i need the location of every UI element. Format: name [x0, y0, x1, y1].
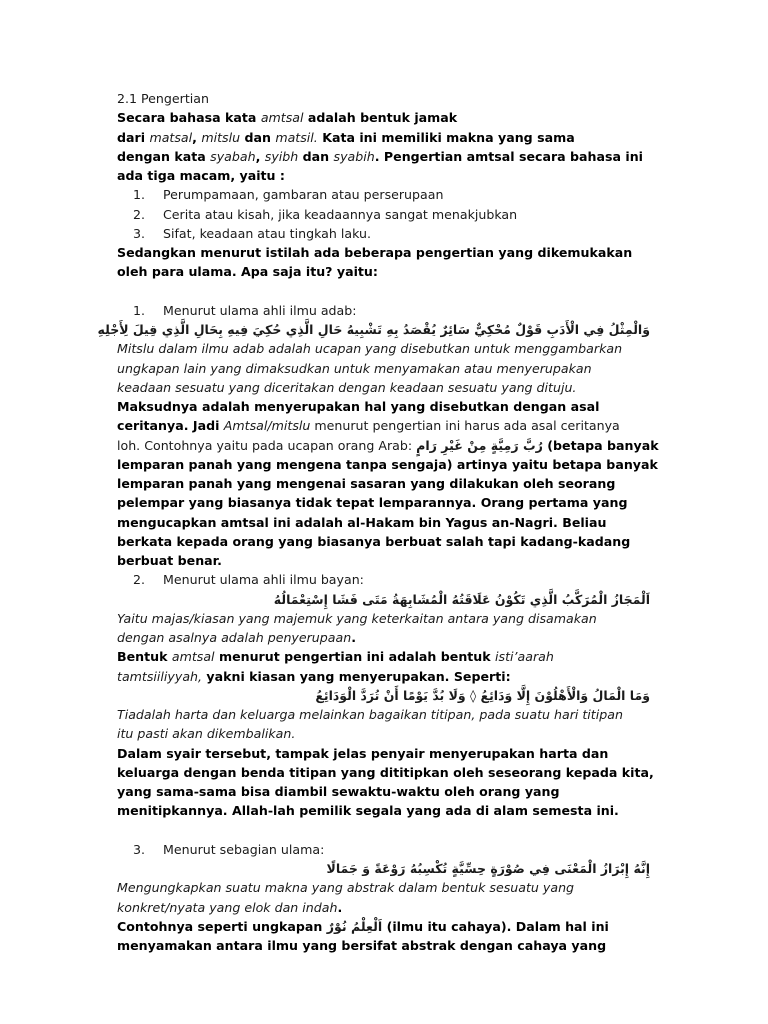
- bold-text: ada tiga macam, yaitu :: [117, 168, 285, 183]
- bold-text: Sedangkan menurut istilah ada beberapa pengertian yang dikemukakan: [117, 245, 633, 260]
- text: Sifat, keadaan atau tingkah laku.: [163, 225, 371, 241]
- list-number: 2.: [133, 206, 146, 222]
- italic-text: Mengungkapkan suatu makna yang abstrak dalam bentuk sesuatu yang: [117, 880, 575, 896]
- list-item: [117, 185, 650, 204]
- bold-text: yang sama-sama bisa diambil sewaktu-waktu oleh orang yang: [117, 784, 560, 799]
- text: إِنَّهُ إِبْرَازُ الْمَعْنَى فِي صُوْرَةٍ حِسِّيَّةٍ تُكْسِبُهُ رَوْعَةً وَ جَمَالًا: [326, 861, 650, 876]
- text-line: [117, 166, 650, 185]
- italic-text: matsal: [149, 129, 193, 145]
- text: 2.1 Pengertian: [117, 91, 209, 106]
- text: loh. Contohnya yaitu pada ucapan orang Arab:: [117, 437, 417, 453]
- list-item: [117, 840, 650, 859]
- text-line: [117, 513, 650, 532]
- italic-text: dengan asalnya adalah penyerupaan: [117, 630, 352, 645]
- bold-text: Contohnya seperti ungkapan: [117, 918, 327, 934]
- italic-text: amtsal: [171, 649, 215, 665]
- bold-text: Bentuk: [117, 649, 172, 665]
- italic-text: konkret/nyata yang elok dan indah: [117, 899, 338, 915]
- text-line: [117, 397, 650, 416]
- text-line: [117, 705, 650, 724]
- bold-text: oleh para ulama. Apa saja itu? yaitu:: [117, 264, 378, 280]
- text-line: [117, 436, 659, 455]
- bold-text: ,: [192, 129, 202, 145]
- text-line: [117, 128, 650, 147]
- bold-text: (betapa banyak: [542, 437, 659, 453]
- text-line: [117, 339, 650, 358]
- text-line: [117, 455, 658, 474]
- bold-text: mengucapkan amtsal ini adalah al-Hakam bin Yagus an-Nagri. Beliau: [117, 514, 607, 530]
- italic-text: Tiadalah harta dan keluarga melainkan bagaikan titipan, pada suatu hari titipan: [117, 707, 623, 722]
- text-line: [117, 108, 650, 127]
- text-line: [117, 416, 650, 435]
- blank-line: [117, 821, 650, 840]
- arabic-text: رُبَّ رَمِيَّةٍ مِنْ غَيْرِ رَامٍ: [416, 437, 543, 453]
- text: Perumpamaan, gambaran atau perserupaan: [163, 187, 444, 203]
- blank-line: [117, 282, 650, 301]
- bold-text: dan: [240, 129, 276, 145]
- list-item: [117, 205, 650, 224]
- text-line: [117, 898, 650, 917]
- italic-text: Mitslu dalam ilmu adab adalah ucapan yang disebutkan untuk menggambarkan: [117, 341, 623, 357]
- text-line: [117, 936, 650, 955]
- bold-text: dengan kata: [117, 148, 211, 164]
- text-line: [117, 609, 650, 628]
- text-line: [117, 878, 650, 897]
- text-line: [117, 532, 650, 551]
- text-line: [117, 243, 650, 262]
- italic-text: Yaitu majas/kiasan yang majemuk yang keterkaitan antara yang disamakan: [117, 610, 597, 626]
- text: Menurut ulama ahli ilmu bayan:: [163, 572, 364, 588]
- italic-text: amtsal: [260, 110, 304, 126]
- italic-text: syibh: [264, 148, 299, 164]
- bold-text: lemparan panah yang mengena tanpa sengaja) artinya yaitu betapa banyak: [117, 456, 658, 472]
- text-line: [117, 474, 650, 493]
- text: menurut pengertian ini harus ada asal ceritanya: [310, 418, 620, 434]
- text-line: [117, 551, 650, 570]
- arabic-quote-line: [97, 320, 650, 339]
- text-line: [117, 147, 650, 166]
- bold-text: menitipkannya. Allah-lah pemilik segala yang ada di alam semesta ini.: [117, 803, 619, 819]
- text-line: [117, 378, 650, 397]
- list-number: 3.: [133, 225, 146, 241]
- text-line: [117, 262, 650, 281]
- text: Menurut ulama ahli ilmu adab:: [163, 302, 357, 318]
- italic-text: ungkapan lain yang dimaksudkan untuk menyamakan atau menyerupakan: [117, 360, 592, 376]
- arabic-quote-line: [117, 859, 650, 878]
- text-line: [117, 782, 650, 801]
- bold-text: yakni kiasan yang menyerupakan. Seperti:: [202, 668, 511, 684]
- text-line: [117, 628, 650, 647]
- bold-text: dan: [298, 148, 334, 164]
- italic-text: tamtsiiliyyah,: [117, 668, 203, 684]
- text-line: [117, 493, 650, 512]
- bold-text: berbuat benar.: [117, 553, 222, 568]
- list-item: [117, 570, 650, 589]
- list-number: 1.: [133, 187, 146, 203]
- italic-text: itu pasti akan dikembalikan.: [117, 726, 296, 742]
- list-item: [117, 301, 650, 320]
- italic-text: matsil.: [275, 129, 318, 145]
- text-line: [117, 801, 650, 820]
- text-line: [117, 89, 650, 108]
- text-line: [117, 917, 650, 936]
- italic-text: syabih: [333, 148, 375, 164]
- list-number: 2.: [133, 572, 146, 588]
- bold-text: keluarga dengan benda titipan yang dititipkan oleh seseorang kepada kita,: [117, 764, 654, 780]
- text: وَالْمِثْلُ فِي الْأَدَبِ قَوْلٌ مُحْكِيٌّ سَائِرٌ يُقْصَدُ بِهِ تَشْبِيهُ حَالِ الَّذِي حُكِيَ فِيهِ بِحَالِ الَّذِي قِيلَ لِأَجْلِهِ: [97, 322, 650, 337]
- bold-text: Secara bahasa kata: [117, 110, 261, 126]
- bold-text: dari: [117, 129, 150, 145]
- list-item: [117, 224, 650, 243]
- bold-text: menurut pengertian ini adalah bentuk: [214, 649, 496, 665]
- arabic-quote-line: [117, 590, 650, 609]
- text-line: [117, 763, 654, 782]
- bold-text: Kata ini memiliki makna yang sama: [317, 129, 575, 145]
- bold-text: pelempar yang biasanya tidak tepat lemparannya. Orang pertama yang: [117, 495, 628, 511]
- arabic-text: اَلْعِلْمُ نُوْرٌ: [326, 918, 383, 934]
- italic-text: isti’aarah: [495, 649, 554, 665]
- text: Cerita atau kisah, jika keadaannya sangat menakjubkan: [163, 206, 518, 222]
- list-number: 3.: [133, 841, 146, 857]
- text-line: [117, 724, 650, 743]
- bold-text: ,: [255, 148, 265, 164]
- bold-text: berkata kepada orang yang biasanya berbuat salah tapi kadang-kadang: [117, 533, 631, 549]
- bold-text: ceritanya. Jadi: [117, 418, 224, 434]
- bold-text: (ilmu itu cahaya). Dalam hal ini: [382, 918, 609, 934]
- italic-text: keadaan sesuatu yang diceritakan dengan keadaan sesuatu yang dituju.: [117, 379, 577, 395]
- text: وَمَا الْمَالُ وَالْأَهْلُوْنَ إِلَّا وَدَائِعُ ◊ وَلَا بُدَّ يَوْمًا أَنْ تُرَدَّ الْوَدَائِعُ: [315, 687, 650, 703]
- text-line: [117, 359, 650, 378]
- list-number: 1.: [133, 302, 146, 318]
- italic-text: Amtsal/mitslu: [223, 418, 311, 434]
- text-line: [117, 667, 650, 686]
- bold-text: Dalam syair tersebut, tampak jelas penyair menyerupakan harta dan: [117, 745, 609, 761]
- bold-text: . Pengertian amtsal secara bahasa ini: [374, 148, 643, 164]
- italic-text: syabah: [210, 148, 256, 164]
- bold-text: .: [337, 899, 343, 915]
- document-page: [97, 89, 659, 955]
- bold-text: adalah bentuk jamak: [303, 110, 458, 126]
- bold-text: menyamakan antara ilmu yang bersifat abstrak dengan cahaya yang: [117, 938, 607, 953]
- text: Menurut sebagian ulama:: [163, 841, 325, 857]
- arabic-quote-line: [117, 686, 650, 705]
- bold-text: .: [351, 630, 356, 645]
- text-line: [117, 647, 650, 666]
- text-line: [117, 744, 650, 763]
- italic-text: mitslu: [201, 129, 241, 145]
- text: اَلْمَجَازُ الْمُرَكَّبُ الَّذِي تَكُوْنُ عَلَاقَتُهُ الْمُشَابِهَةُ مَتَى فَشَا إِسْتِعْمَالُهُ: [273, 591, 650, 607]
- bold-text: lemparan panah yang mengenai sasaran yang dilakukan oleh seorang: [117, 476, 616, 491]
- bold-text: Maksudnya adalah menyerupakan hal yang disebutkan dengan asal: [117, 399, 600, 414]
